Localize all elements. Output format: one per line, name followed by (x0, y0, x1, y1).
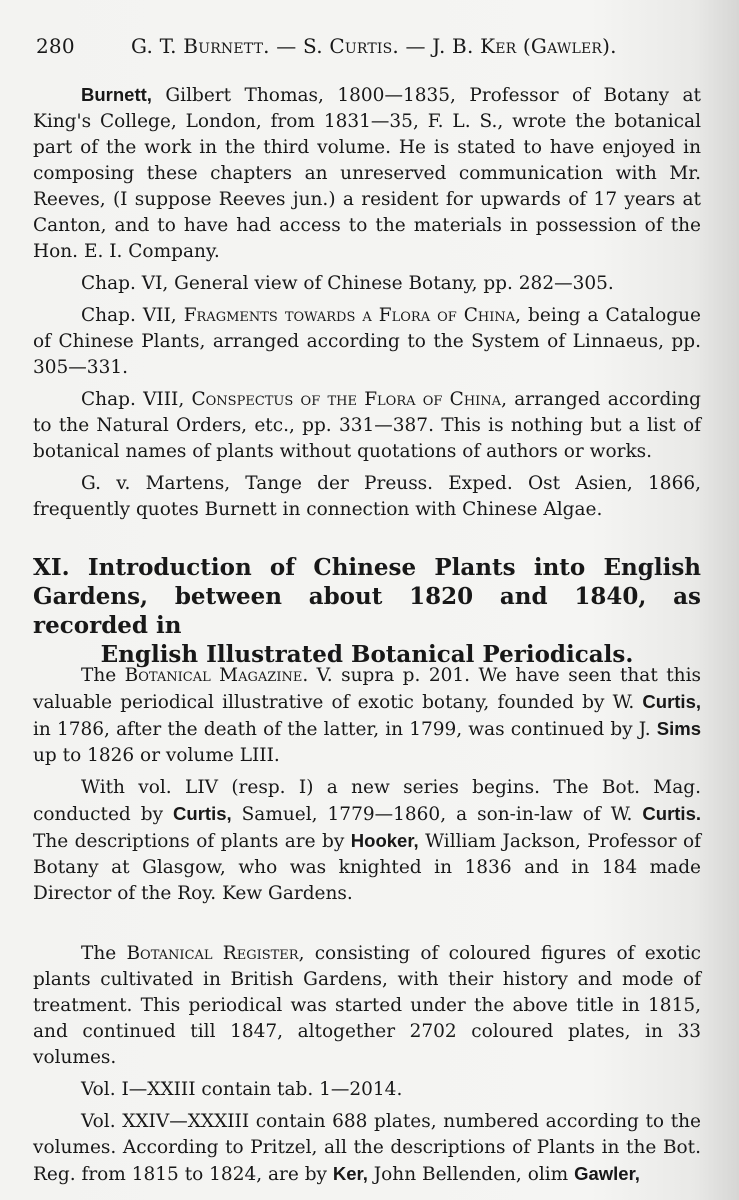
paragraph-text: Samuel, 1779—1860, a son-in-law of W. (231, 804, 643, 825)
botanical-magazine-paragraph: The Botanical Magazine. V. supra p. 201. We have seen that this valuable periodical illustrative of exotic botany, founded by W. Curtis, in 1786, after the death of the latter, in 1799, was continued by J. Sims up to 1826 or volume LIII. (33, 665, 701, 766)
author-name: Ker, (332, 1163, 368, 1184)
paragraph-text: Gilbert Thomas, 1800—1835, Professor of Botany at King's College, London, from 1831—35, F. L. S., wrote the botanical part of the work in the third volume. He is stated to have enjoyed in composing these chapters an unreserved communication with Mr. Reeves, (I suppose Reeves jun.) a resident for upwards of 17 years at Canton, and to have had access to the materials in possession of the Hon. E. I. Company. (33, 85, 701, 262)
section-heading-last-line: English Illustrated Botanical Periodicals. (100, 641, 634, 668)
vol24-paragraph (33, 1109, 701, 1188)
paragraph-text: The descriptions of plants are by (33, 831, 351, 852)
header-author-ker: J. B. Ker (Gawler). (432, 34, 617, 58)
author-name: Gawler, (574, 1163, 640, 1184)
chap6-paragraph: Chap. VI, General view of Chinese Botany, pp. 282—305. (81, 273, 614, 294)
paragraph-text: , being a Catalogue of Chinese Plants, arranged according to the System of Linnaeus, pp. 305—331. (33, 305, 701, 378)
header-dash: — (269, 34, 304, 58)
author-name: Hooker, (350, 830, 419, 851)
chapter-prefix: Chap. VIII, (81, 389, 192, 410)
header-author-curtis: S. Curtis. (303, 34, 399, 58)
burnett-paragraph (33, 82, 701, 265)
lower-text-block (33, 663, 701, 907)
header-dash: — (398, 34, 433, 58)
author-name: Sims (656, 718, 701, 739)
paragraph-text: John Bellenden, olim (367, 1164, 575, 1185)
martens-paragraph: G. v. Martens, Tange der Preuss. Exped. Ost Asien, 1866, frequently quotes Burnett in connection with Chinese Algae. (33, 473, 701, 520)
paragraph-text: up to 1826 or volume LIII. (33, 745, 280, 766)
chapter-title: Fragments towards a Flora of China (183, 305, 516, 326)
upper-text-block (33, 82, 701, 523)
paragraph-text: consisting of coloured figures of exotic plants cultivated in British Gardens, with their history and mode of treatment. This periodical was started under the above title in 1815, and continued till 1847, altogether 2702 coloured plates, in 33 volumes. (33, 943, 701, 1068)
author-name: Curtis. (642, 803, 701, 824)
page-number: 280 (36, 34, 75, 58)
periodical-title: Botanical Register, (126, 943, 305, 964)
vol1-paragraph: Vol. I—XXIII contain tab. 1—2014. (81, 1079, 403, 1100)
running-header (36, 34, 726, 58)
periodical-title: Botanical Magazine. (124, 665, 309, 686)
paragraph-text: Vol. XXIV—XXXIII contain 688 plates, numbered according to the volumes. According to Pritzel, all the descriptions of Plants in the Bot. Reg. from 1815 to 1824, are by (33, 1111, 701, 1185)
header-author-burnett: G. T. Burnett. (131, 34, 270, 58)
chapter-prefix: Chap. VII, (81, 305, 184, 326)
chap8-paragraph (33, 387, 701, 465)
paragraph-text: William Jackson, Professor of Botany at Glasgow, who was knighted in 1836 and in 184 made Director of the Roy. Kew Gardens. (33, 831, 701, 904)
author-name: Curtis, (642, 691, 701, 712)
new-series-paragraph (33, 775, 701, 907)
chapter-title: Conspectus of the Flora of China (191, 389, 502, 410)
paragraph-text: With vol. LIV (resp. I) a new series begins. The Bot. Mag. conducted by (33, 777, 701, 825)
author-name: Burnett, (81, 84, 152, 105)
author-name: Curtis, (173, 803, 232, 824)
register-text-block (33, 941, 701, 1188)
paragraph-text: V. supra p. 201. We have seen that this valuable periodical illustrative of exotic botany, founded by W. (33, 665, 701, 713)
paragraph-text: , arranged according to the Natural Orders, etc., pp. 331—387. This is nothing but a list of botanical names of plants without quotations of authors or works. (33, 389, 701, 462)
chap7-paragraph (33, 303, 701, 381)
section-heading-main: XI. Introduction of Chinese Plants into English Gardens, between about 1820 and 1840, as recorded in (33, 554, 701, 639)
botanical-register-paragraph: The Botanical Register, consisting of coloured figures of exotic plants cultivated in British Gardens, with their history and mode of treatment. This periodical was started under the above title in 1815, and continued till 1847, altogether 2702 coloured plates, in 33 volumes. (33, 943, 701, 1068)
paragraph-text: in 1786, after the death of the latter, in 1799, was continued by J. (33, 719, 657, 740)
section-heading (33, 553, 701, 669)
